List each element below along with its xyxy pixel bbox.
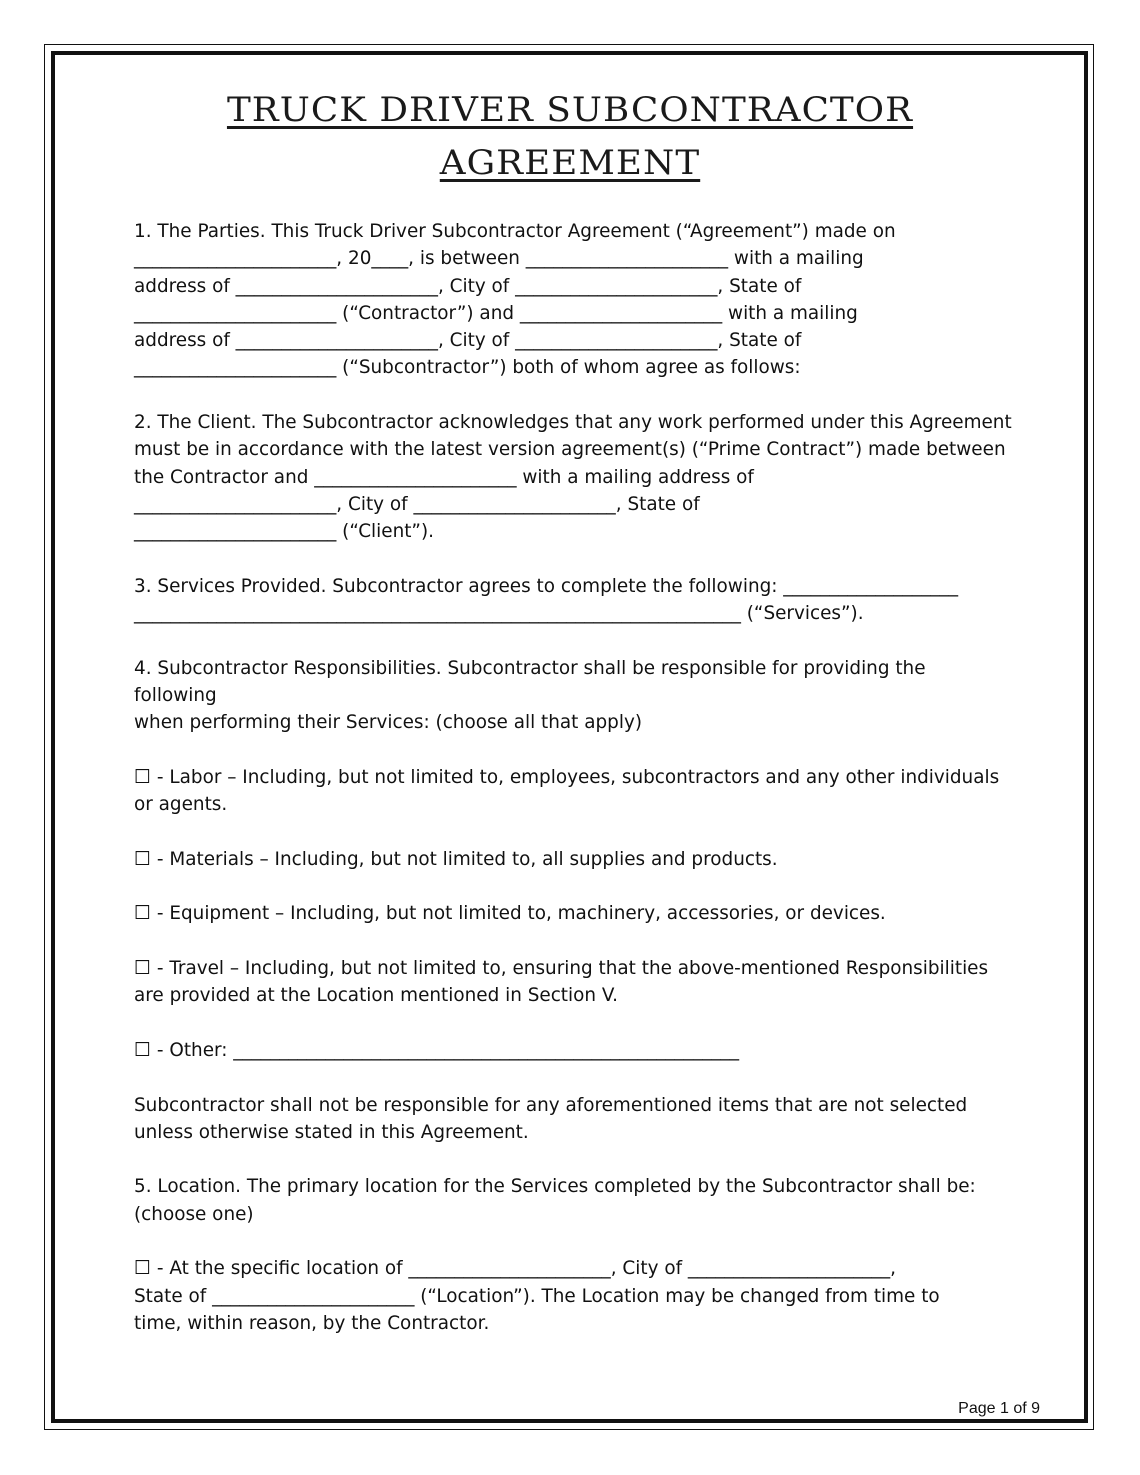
materials-checkbox[interactable]: ☐	[134, 847, 152, 870]
section-location	[134, 1173, 1014, 1228]
parties-line-6[interactable]: ______________________ (“Subcontractor”) both of whom agree as follows:	[134, 357, 801, 379]
labor-label-line-1: - Labor – Including, but not limited to, employees, subcontractors and any other individuals	[151, 766, 1000, 788]
equipment-label: - Equipment – Including, but not limited to, machinery, accessories, or devices.	[151, 903, 886, 925]
location-line-2: (choose one)	[134, 1203, 254, 1225]
document-title-line-2: AGREEMENT	[439, 143, 701, 183]
client-line-4[interactable]: ______________________, City of ______________________, State of	[134, 493, 700, 515]
note-line-2: unless otherwise stated in this Agreement.	[134, 1121, 529, 1143]
parties-line-3[interactable]: address of ______________________, City of ______________________, State of	[134, 275, 802, 297]
specific-location-line-3: time, within reason, by the Contractor.	[134, 1312, 490, 1334]
specific-location-line-1[interactable]: - At the specific location of ______________________, City of ______________________,	[151, 1258, 897, 1280]
section-parties	[134, 218, 1014, 382]
client-line-1: 2. The Client. The Subcontractor acknowledges that any work performed under this Agreement	[134, 412, 1012, 434]
document-body	[134, 218, 1014, 1364]
travel-checkbox[interactable]: ☐	[134, 957, 152, 980]
client-line-3[interactable]: the Contractor and ______________________ with a mailing address of	[134, 466, 754, 488]
other-field[interactable]: - Other: _______________________________________________________	[151, 1039, 740, 1061]
labor-checkbox[interactable]: ☐	[134, 765, 152, 788]
client-line-5[interactable]: ______________________ (“Client”).	[134, 521, 434, 543]
services-line-2[interactable]: __________________________________________________________________ (“Services”).	[134, 603, 864, 625]
option-specific-location	[134, 1255, 1014, 1337]
other-checkbox[interactable]: ☐	[134, 1038, 152, 1061]
note-line-1: Subcontractor shall not be responsible for any aforementioned items that are not selected	[134, 1094, 968, 1116]
parties-line-5[interactable]: address of ______________________, City of ______________________, State of	[134, 330, 802, 352]
labor-label-line-2: or agents.	[134, 794, 228, 816]
option-materials	[134, 846, 1014, 873]
parties-line-4[interactable]: ______________________ (“Contractor”) and ______________________ with a mailing	[134, 302, 858, 324]
specific-location-checkbox[interactable]: ☐	[134, 1257, 152, 1280]
responsibilities-line-1: 4. Subcontractor Responsibilities. Subcontractor shall be responsible for providing the following	[134, 657, 926, 707]
location-line-1: 5. Location. The primary location for the Services completed by the Subcontractor shall be:	[134, 1176, 976, 1198]
responsibilities-line-2: when performing their Services: (choose all that apply)	[134, 712, 643, 734]
client-line-2: must be in accordance with the latest version agreement(s) (“Prime Contract”) made between	[134, 439, 1006, 461]
specific-location-line-2[interactable]: State of ______________________ (“Location”). The Location may be changed from time to	[134, 1285, 940, 1307]
travel-label-line-2: are provided at the Location mentioned in Section V.	[134, 985, 618, 1007]
page-number: Page 1 of 9	[958, 1400, 1040, 1417]
option-travel	[134, 955, 1014, 1010]
option-other	[134, 1037, 1014, 1064]
unselected-items-note	[134, 1092, 1014, 1147]
parties-line-1: 1. The Parties. This Truck Driver Subcontractor Agreement (“Agreement”) made on	[134, 221, 896, 242]
materials-label: - Materials – Including, but not limited to, all supplies and products.	[151, 848, 778, 870]
section-client	[134, 409, 1014, 545]
section-services	[134, 573, 1014, 628]
equipment-checkbox[interactable]: ☐	[134, 902, 152, 925]
option-labor	[134, 764, 1014, 819]
document-title-line-1: TRUCK DRIVER SUBCONTRACTOR	[226, 90, 914, 130]
section-responsibilities	[134, 655, 1014, 737]
parties-line-2[interactable]: ______________________, 20____, is between ______________________ with a mailing	[134, 248, 864, 270]
travel-label-line-1: - Travel – Including, but not limited to, ensuring that the above-mentioned Responsibilities	[151, 958, 989, 980]
option-equipment	[134, 900, 1014, 927]
services-line-1[interactable]: 3. Services Provided. Subcontractor agrees to complete the following: ___________________	[134, 575, 959, 597]
